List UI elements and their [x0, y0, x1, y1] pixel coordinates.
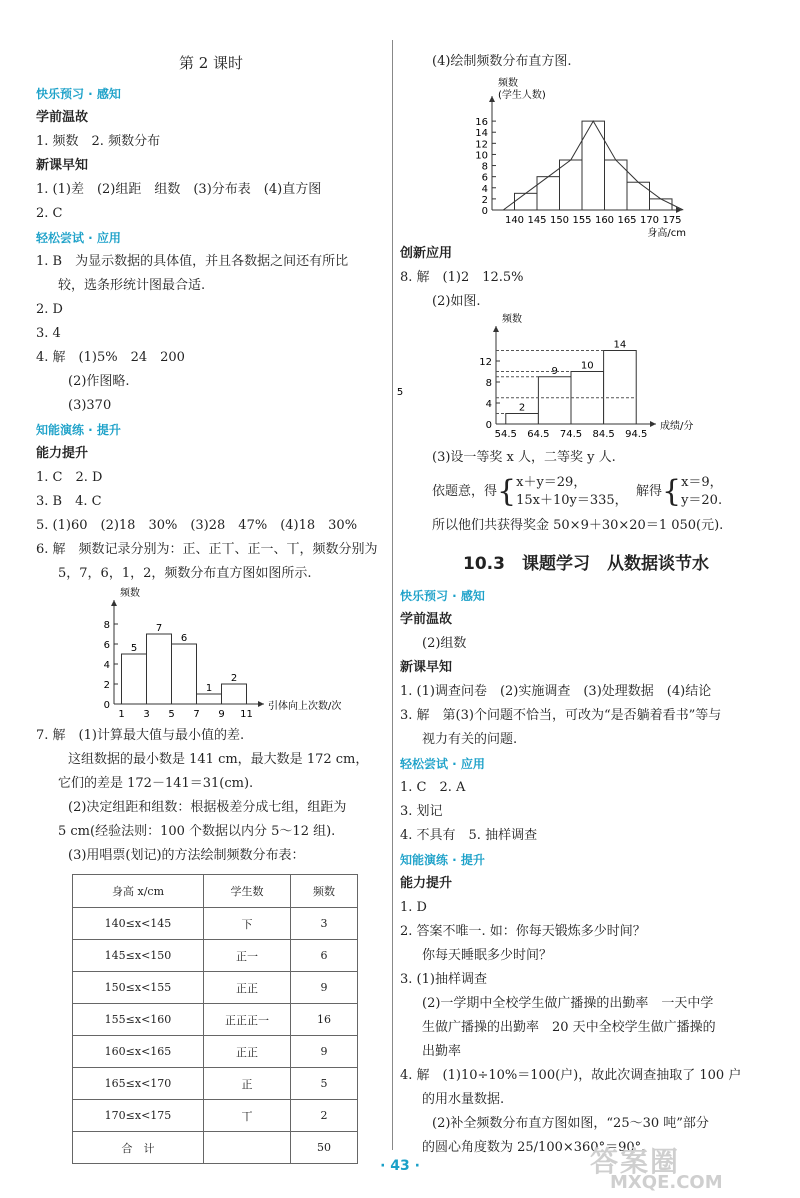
bar-value-label: 7: [155, 623, 163, 634]
eq-row: x＝9，: [681, 474, 723, 490]
x-tick-label: 170: [639, 215, 660, 226]
table-cell: 正正: [204, 972, 291, 1004]
y-tick-label: 0: [481, 206, 488, 217]
answer-line: 3. 解 第(3)个问题不恰当，可改为“是否躺着看书”等与: [400, 708, 722, 723]
table-cell: 9: [291, 972, 358, 1004]
x-axis-label: 引体向上次数/次: [268, 701, 342, 712]
y-axis-label: 频数: [120, 588, 140, 599]
solution-system: [681, 474, 723, 510]
answer-line: 3. 4: [36, 326, 61, 341]
y-tick-label: 6: [481, 172, 488, 184]
histogram-bar: [537, 177, 560, 210]
answer-line: (2)补全频数分布直方图如图，“25～30 吨”部分: [432, 1116, 709, 1131]
answer-line: 7. 解 (1)计算最大值与最小值的差.: [36, 728, 245, 743]
table-cell: 140≤x<145: [73, 908, 204, 940]
bar-value-label: 10: [580, 360, 594, 372]
brace-symbol: {: [661, 473, 682, 509]
answer-line: 1. B 为显示数据的具体值，并且各数据之间还有所比: [36, 254, 349, 269]
table-cell: 3: [291, 908, 358, 940]
height-histogram: [400, 78, 772, 238]
answer-line: (2)决定组距和组数：根据极差分成七组，组距为: [68, 800, 347, 815]
x-tick-label: 150: [549, 215, 570, 226]
answer-line: (3)设一等奖 x 人，二等奖 y 人.: [432, 450, 616, 465]
x-axis-label: 身高/cm: [647, 228, 686, 239]
y-tick-label: 8: [103, 620, 110, 631]
y-tick-label: 2: [481, 194, 488, 206]
section-head-try: 轻松尝试 · 应用: [400, 757, 485, 771]
answer-line: (3)用唱票(划记)的方法绘制频数分布表：: [68, 848, 305, 863]
table-row: [73, 940, 358, 972]
y-tick-label: 12: [479, 357, 492, 368]
x-tick-label: 9: [218, 709, 225, 720]
table-cell: 2: [291, 1100, 358, 1132]
watermark-logo: 答案圈: [590, 1145, 681, 1178]
answer-line: 8. 解 (1)2 12.5%: [400, 270, 524, 285]
column-divider: [392, 40, 393, 1150]
x-tick-label: 145: [527, 215, 547, 226]
x-tick-label: 5: [168, 709, 175, 720]
x-axis-label: 成绩/分: [660, 421, 694, 432]
table-cell: 150≤x<155: [73, 972, 204, 1004]
answer-line: (2)组数: [422, 636, 467, 651]
table-cell: 145≤x<150: [73, 940, 204, 972]
answer-line: 3. (1)抽样调查: [400, 972, 487, 987]
answer-line: (2)一学期中全校学生做广播操的出勤率 一天中学: [422, 996, 714, 1011]
y-tick-label: 8: [485, 378, 492, 389]
table-header: 频数: [291, 875, 358, 908]
table-cell: 丅: [204, 1100, 291, 1132]
section-head-preview: 快乐预习 · 感知: [400, 589, 485, 603]
x-tick-label: 3: [143, 709, 150, 720]
y-tick-label: 12: [475, 139, 488, 151]
answer-line: (2)如图.: [432, 294, 481, 309]
histogram-bar: [172, 644, 197, 704]
section-head-preview: 快乐预习 · 感知: [36, 87, 121, 101]
x-tick-label: 140: [504, 215, 525, 226]
y-axis-label: 频数: [498, 78, 518, 89]
equation-system: [516, 474, 628, 510]
x-tick-label: 11: [240, 709, 253, 720]
bar-value-label: 14: [613, 339, 627, 351]
answer-line: 3. 划记: [400, 804, 443, 819]
sub-new-knowledge: 新课早知: [36, 158, 89, 173]
answer-line: 生做广播操的出勤率 20 天中全校学生做广播操的: [422, 1020, 716, 1035]
section-head-try: 轻松尝试 · 应用: [36, 231, 121, 245]
table-cell: 50: [291, 1132, 358, 1164]
histogram-bar: [627, 182, 650, 210]
table-cell: 正: [204, 1068, 291, 1100]
table-row: [73, 1068, 358, 1100]
sub-ability: 能力提升: [36, 446, 89, 461]
histogram-bar: [515, 193, 538, 210]
y-axis-arrow: [493, 326, 499, 332]
y-tick-label: 4: [485, 399, 492, 410]
answer-line: 1. C 2. A: [400, 780, 466, 795]
table-row: [73, 1036, 358, 1068]
answer-line: 出勤率: [422, 1044, 462, 1059]
bar-value-label: 5: [396, 386, 404, 398]
table-cell: 6: [291, 940, 358, 972]
table-cell: 9: [291, 1036, 358, 1068]
answer-line: 的用水量数据.: [422, 1092, 505, 1107]
histogram-bar: [197, 694, 222, 704]
answer-line: 1. (1)差 (2)组距 组数 (3)分布表 (4)直方图: [36, 182, 322, 197]
bar-value-label: 2: [230, 673, 238, 684]
table-row: [73, 972, 358, 1004]
histogram-bar: [560, 160, 583, 210]
y-tick-label: 16: [475, 117, 488, 129]
table-header: 身高 x/cm: [73, 875, 204, 908]
histogram-bar: [147, 634, 172, 704]
frequency-table: [72, 874, 358, 1164]
score-histogram: [396, 314, 772, 442]
lesson-title: 第 2 课时: [178, 54, 244, 72]
bar-value-label: 5: [130, 643, 138, 654]
answer-line: 5. (1)60 (2)18 30% (3)28 47% (4)18 30%: [36, 518, 358, 533]
x-tick-label: 74.5: [559, 429, 583, 440]
right-column: [396, 40, 772, 1160]
y-tick-label: 8: [481, 161, 488, 173]
answer-line: 4. 不具有 5. 抽样调查: [400, 828, 538, 843]
answer-line: 所以他们共获得奖金 50×9＋30×20＝1 050(元).: [432, 518, 724, 533]
y-axis-arrow: [489, 96, 495, 102]
section-head-practice: 知能演练 · 提升: [36, 423, 121, 437]
x-axis-arrow: [650, 421, 656, 427]
sub-innovation: 创新应用: [400, 246, 453, 261]
table-header: 学生数: [204, 875, 291, 908]
table-cell: 正正正一: [204, 1004, 291, 1036]
answer-line: 你每天睡眠多少时间？: [422, 948, 553, 963]
x-tick-label: 7: [193, 709, 200, 720]
x-tick-label: 155: [572, 215, 592, 226]
bar-value-label: 1: [205, 683, 213, 694]
y-tick-label: 4: [481, 183, 488, 195]
answer-line: 较，选条形统计图最合适.: [58, 278, 206, 293]
x-tick-label: 160: [594, 215, 615, 226]
answer-line: 它们的差是 172－141＝31(cm).: [58, 776, 254, 791]
bar-value-label: 9: [551, 365, 558, 377]
section-head-practice: 知能演练 · 提升: [400, 853, 485, 867]
answer-line: 3. B 4. C: [36, 494, 102, 509]
histogram-bar: [222, 684, 247, 704]
table-header-row: [73, 875, 358, 908]
x-tick-label: 1: [118, 709, 125, 720]
bar-value-label: 2: [518, 402, 526, 414]
answer-line: 1. (1)调查问卷 (2)实施调查 (3)处理数据 (4)结论: [400, 684, 712, 699]
table-cell: 5: [291, 1068, 358, 1100]
histogram-bar: [650, 199, 673, 210]
answer-line: (4)绘制频数分布直方图.: [432, 54, 572, 69]
answer-line: 4. 解 (1)10÷10%＝100(户)，故此次调查抽取了 100 户: [400, 1068, 742, 1083]
answer-line: 5 cm(经验法则：100 个数据以内分 5～12 组).: [58, 824, 336, 839]
table-cell: 正正: [204, 1036, 291, 1068]
x-tick-label: 94.5: [625, 429, 648, 440]
table-cell: 正一: [204, 940, 291, 972]
y-tick-label: 2: [103, 680, 110, 691]
eq-mid: 解得: [635, 484, 662, 499]
y-tick-label: 14: [475, 128, 488, 140]
histogram-bar: [538, 377, 571, 424]
x-tick-label: 64.5: [527, 429, 550, 440]
x-axis-arrow: [258, 701, 264, 707]
section-title: 10.3 课题学习 从数据谈节水: [463, 554, 709, 574]
sub-review: 学前温故: [36, 110, 89, 125]
sub-new-knowledge: 新课早知: [400, 660, 453, 675]
table-row: [73, 1100, 358, 1132]
table-cell: 155≤x<160: [73, 1004, 204, 1036]
answer-line: 这组数据的最小数是 141 cm，最大数是 172 cm，: [68, 752, 369, 767]
answer-line: 6. 解 频数记录分别为：正、正丅、正一、丅，频数分别为: [36, 542, 378, 557]
bar-value-label: 6: [180, 633, 188, 644]
answer-line: 1. 频数 2. 频数分布: [36, 134, 161, 149]
y-tick-label: 4: [103, 660, 110, 671]
eq-prefix: 依题意，得: [432, 484, 498, 499]
eq-row: y＝20.: [681, 492, 723, 508]
answer-line: (2)作图略.: [68, 374, 130, 389]
x-tick-label: 175: [662, 215, 682, 226]
y-tick-label: 10: [475, 150, 488, 162]
watermark-url: MXQE.COM: [610, 1172, 723, 1193]
eq-row: 15x＋10y＝335，: [516, 492, 628, 508]
y-axis-arrow: [111, 600, 117, 606]
y-tick-label: 6: [103, 640, 110, 651]
answer-line: 1. D: [400, 900, 427, 915]
x-tick-label: 54.5: [494, 429, 517, 440]
table-cell: 160≤x<165: [73, 1036, 204, 1068]
table-cell: 16: [291, 1004, 358, 1036]
answer-line: 5，7，6，1，2，频数分布直方图如图所示.: [58, 566, 312, 581]
page-number: · 43 ·: [380, 1158, 420, 1174]
y-tick-label: 0: [485, 420, 492, 431]
table-cell: 165≤x<170: [73, 1068, 204, 1100]
answer-line: 2. 答案不唯一. 如：你每天锻炼多少时间？: [400, 924, 646, 939]
pullup-histogram: [36, 590, 386, 720]
table-cell: 下: [204, 908, 291, 940]
y-tick-label: 0: [103, 700, 110, 711]
answer-line: 2. C: [36, 206, 63, 221]
y-axis-label: (学生人数): [498, 90, 546, 101]
equation-line: [400, 470, 772, 514]
histogram-bar: [122, 654, 147, 704]
x-tick-label: 84.5: [592, 429, 615, 440]
sub-ability: 能力提升: [400, 876, 453, 891]
sub-review: 学前温故: [400, 612, 453, 627]
eq-row: x＋y＝29，: [516, 474, 587, 490]
table-cell: 170≤x<175: [73, 1100, 204, 1132]
answer-line: 的圆心角度数为 25/100×360°＝90°.: [422, 1140, 646, 1155]
y-axis-label: 频数: [502, 314, 522, 325]
answer-line: 1. C 2. D: [36, 470, 103, 485]
brace-symbol: {: [497, 473, 517, 509]
answer-line: (3)370: [68, 398, 112, 413]
left-column: [36, 40, 386, 1164]
histogram-bar: [604, 351, 637, 425]
x-tick-label: 165: [617, 215, 637, 226]
table-row: [73, 1004, 358, 1036]
answer-line: 4. 解 (1)5% 24 200: [36, 350, 185, 365]
histogram-bar: [506, 414, 539, 425]
table-row: [73, 908, 358, 940]
answer-line: 视力有关的问题.: [422, 732, 518, 747]
answer-line: 2. D: [36, 302, 63, 317]
table-cell: 合 计: [73, 1132, 204, 1164]
